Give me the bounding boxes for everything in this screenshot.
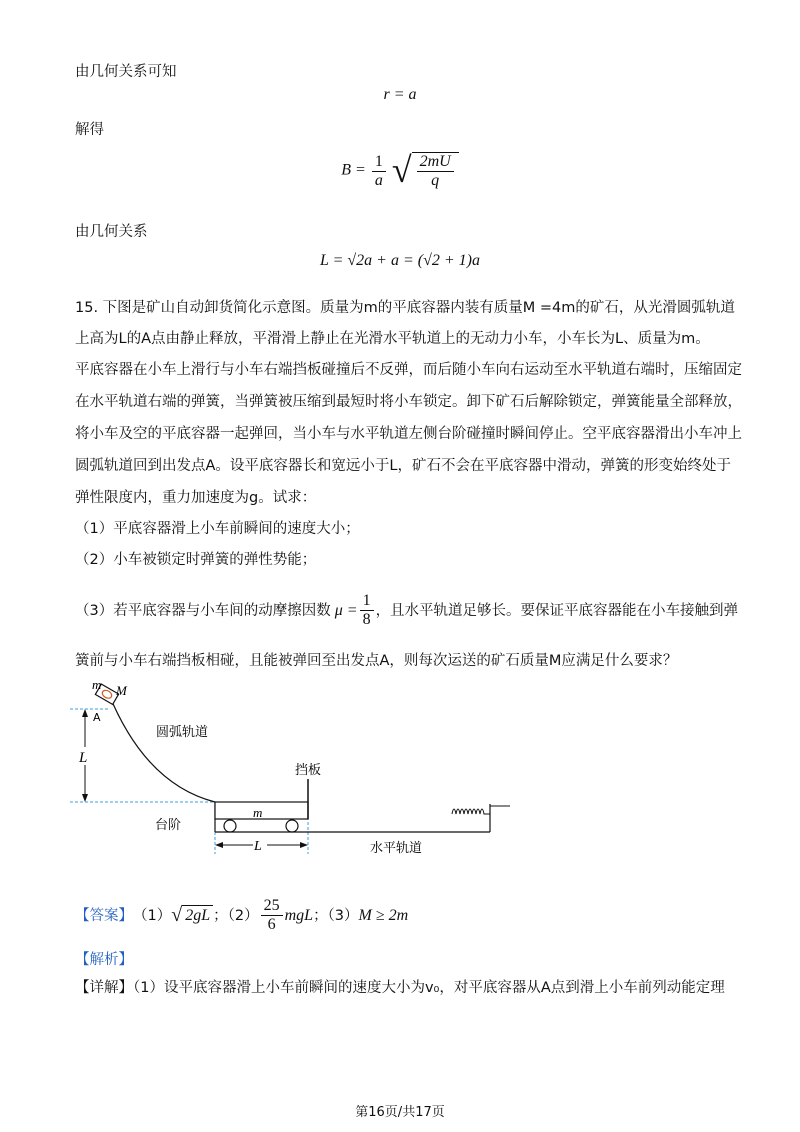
detail-tag: 【详解】 xyxy=(75,980,133,996)
equation-B xyxy=(0,152,800,190)
equation-B-sqrt xyxy=(392,152,459,190)
equation-B-lhs: B = xyxy=(341,161,366,179)
answer-tag: 【答案】 xyxy=(75,907,133,924)
answer-2-rest: mgL xyxy=(284,906,314,924)
question-3-den: 8 xyxy=(362,611,371,628)
mine-unloading-diagram xyxy=(70,674,520,864)
question-3 xyxy=(75,592,738,629)
problem-line-4: 在水平轨道右端的弹簧，当弹簧被压缩到最短时将小车锁定。卸下矿石后解除锁定，弹簧能量全部释放， xyxy=(75,394,742,410)
equation-L: L = √2a + a = (√2 + 1)a xyxy=(319,252,480,269)
answer-line xyxy=(75,897,408,934)
cart-wheel-left xyxy=(224,820,236,832)
problem-line-3: 平底容器在小车上滑行与小车右端挡板碰撞后不反弹，而后随小车向右运动至水平轨道右端时，压缩固定 xyxy=(75,362,742,378)
page-number: 第16页/共17页 xyxy=(355,1105,445,1120)
equation-B-rad-num: 2mU xyxy=(417,153,454,172)
equation-B-fraction xyxy=(372,153,386,190)
question-2: （2）小车被锁定时弹簧的弹性势能； xyxy=(75,552,317,568)
answer-separator-1: ；（2） xyxy=(213,907,259,924)
question-3-mu: μ = xyxy=(334,601,358,619)
answer-3: M ≥ 2m xyxy=(358,906,409,924)
geometry-relation-label-2: 由几何关系 xyxy=(75,224,148,240)
answer-part-1-label: （1） xyxy=(133,907,172,924)
sqrt-sign: √ xyxy=(391,150,412,190)
step-label: 台阶 xyxy=(155,818,182,833)
cart-m-label: m xyxy=(253,805,263,820)
question-1: （1）平底容器滑上小车前瞬间的速度大小； xyxy=(75,521,360,537)
problem-line-2: 上高为L的A点由静止释放，平滑滑上静止在光滑水平轨道上的无动力小车，小车长为L、质量为m。 xyxy=(75,331,710,347)
question-3-fraction xyxy=(360,592,374,629)
answer-1-value: 2gL xyxy=(182,905,213,926)
cart-length-right-head xyxy=(300,842,308,848)
equation-B-num: 1 xyxy=(372,153,386,172)
baffle-label: 挡板 xyxy=(295,763,322,778)
horizontal-track-label: 水平轨道 xyxy=(370,841,423,856)
answer-2-num: 25 xyxy=(261,897,283,916)
problem-line-7: 弹性限度内，重力加速度为g。试求： xyxy=(75,490,317,506)
detail-text: （1）设平底容器滑上小车前瞬间的速度大小为v₀，对平底容器从A点到滑上小车前列动能定理 xyxy=(133,980,725,996)
height-arrow-top-head xyxy=(82,709,88,717)
cart-length-L-label: L xyxy=(254,839,262,854)
arc-track-label: 圆弧轨道 xyxy=(156,725,209,740)
analysis-tag: 【解析】 xyxy=(75,952,133,968)
question-3-num: 1 xyxy=(360,592,374,611)
container-m-label: m xyxy=(92,677,102,692)
question-3-part-a: （3）若平底容器与小车间的动摩擦因数 xyxy=(75,602,331,619)
geometry-relation-label: 由几何关系可知 xyxy=(75,64,177,80)
question-3-part-c: 簧前与小车右端挡板相碰，且能被弹回至出发点A，则每次运送的矿石质量M应满足什么要求？ xyxy=(75,653,678,669)
equation-B-den: a xyxy=(374,171,383,189)
point-A-label: A xyxy=(93,711,101,724)
problem-line-6: 圆弧轨道回到出发点A。设平底容器长和宽远小于L，矿石不会在平底容器中滑动，弹簧的形变始终处于 xyxy=(75,458,731,474)
answer-1-sqrt-sign: √ xyxy=(171,904,183,926)
answer-2-den: 6 xyxy=(267,916,276,933)
answer-1 xyxy=(171,905,213,926)
problem-line-5: 将小车及空的平底容器一起弹回，当小车与水平轨道左侧台阶碰撞时瞬间停止。空平底容器滑出小车冲上 xyxy=(75,426,742,442)
problem-line-1: 15. 下图是矿山自动卸货简化示意图。质量为m的平底容器内装有质量M =4m的矿石，从光滑圆弧轨道 xyxy=(75,300,735,316)
equation-B-rad-den: q xyxy=(431,172,440,189)
spring xyxy=(452,809,490,814)
cart-length-left-head xyxy=(215,842,223,848)
answer-separator-2: ；（3） xyxy=(313,907,359,924)
detail-line xyxy=(75,978,725,998)
solve-label: 解得 xyxy=(75,122,104,138)
answer-2-fraction xyxy=(261,897,283,934)
cart-wheel-right xyxy=(286,820,298,832)
height-L-label: L xyxy=(79,750,88,766)
equation-r: r = a xyxy=(383,86,417,103)
question-3-part-b: ，且水平轨道足够长。要保证平底容器能在小车接触到弹 xyxy=(375,602,739,619)
ore-M-label: M xyxy=(116,683,127,698)
sqrt-content xyxy=(412,152,459,190)
arc-track xyxy=(108,692,215,802)
height-arrow-bottom-head xyxy=(82,794,88,802)
